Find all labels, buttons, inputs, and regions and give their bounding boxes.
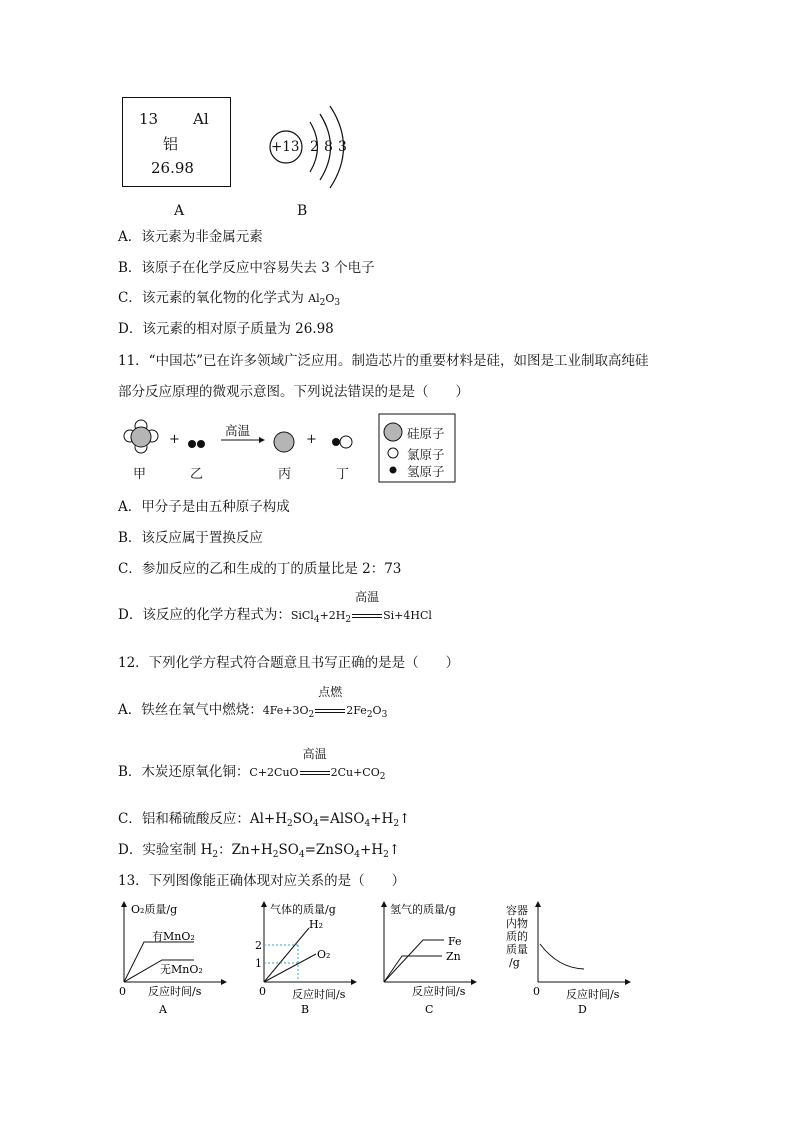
q11-option-b: B．该反应属于置换反应 bbox=[118, 530, 263, 546]
y-label-line-2: 内物 bbox=[506, 917, 528, 930]
figure-label-b: B bbox=[297, 203, 308, 219]
line-h2 bbox=[264, 928, 309, 982]
molecule-yi bbox=[188, 440, 205, 448]
x-label: 反应时间/s bbox=[412, 985, 466, 998]
q13-stem: 13．下列图像能正确体现对应关系的是（ ） bbox=[118, 873, 406, 889]
origin: 0 bbox=[259, 985, 266, 998]
q10-option-c: C．该元素的氧化物的化学式为 $Al_2O_3$ bbox=[118, 290, 341, 308]
graph-d bbox=[506, 903, 628, 1016]
plus-sign-1: + bbox=[169, 432, 180, 447]
graph-label: B bbox=[301, 1003, 310, 1016]
y-label-line-3: 质的 bbox=[506, 930, 528, 943]
line-label-2: 无MnO₂ bbox=[160, 963, 203, 976]
line-label-2: O₂ bbox=[317, 948, 331, 961]
q12-option-d: D．实验室制 $H_2$：$Zn+H_2SO_4=ZnSO_4+H_2↑$ bbox=[118, 842, 401, 860]
cl-atom bbox=[340, 436, 352, 448]
legend-si-label: 硅原子 bbox=[407, 426, 445, 441]
element-card bbox=[122, 97, 231, 187]
q10-option-a: A．该元素为非金属元素 bbox=[118, 229, 263, 245]
element-symbol: Al bbox=[193, 110, 209, 128]
legend-si-swatch bbox=[384, 423, 402, 441]
line-label-2: Zn bbox=[446, 950, 461, 963]
q11-option-c: C．参加反应的乙和生成的丁的质量比是 2：73 bbox=[118, 561, 402, 577]
si-atom bbox=[131, 427, 151, 447]
label-bing: 丙 bbox=[278, 467, 292, 482]
graph-a bbox=[119, 902, 224, 1016]
shell-electrons-2: 8 bbox=[324, 139, 333, 155]
condition-label: 高温 bbox=[302, 747, 327, 761]
line-fe bbox=[384, 940, 444, 982]
legend-h-swatch bbox=[390, 467, 397, 474]
figure-label-a: A bbox=[174, 203, 185, 219]
y-label-line-1: 容器 bbox=[506, 904, 528, 917]
q12-option-c: C．铝和稀硫酸反应：$Al+H_2SO_4=AlSO_4+H_2↑$ bbox=[118, 811, 411, 829]
q11-stem-line2: 部分反应原理的微观示意图。下列说法错误的是是（ ） bbox=[118, 384, 469, 400]
q12-option-b: B．木炭还原氧化铜：C+2CuO 高温 $2Cu+CO_2$ bbox=[118, 747, 386, 782]
shell-electrons-1: 2 bbox=[310, 139, 319, 155]
label-ding: 丁 bbox=[336, 467, 350, 482]
y-label: O₂质量/g bbox=[131, 903, 178, 916]
nucleus-charge: +13 bbox=[271, 139, 300, 155]
h-atom bbox=[188, 440, 196, 448]
atomic-mass: 26.98 bbox=[151, 159, 194, 177]
x-label: 反应时间/s bbox=[292, 988, 346, 1001]
y-label-line-5: /g bbox=[509, 956, 520, 969]
q11-stem-line1: 11．“中国芯”已在许多领域广泛应用。制造芯片的重要材料是硅，如图是工业制取高纯硅 bbox=[118, 353, 649, 369]
graph-label: C bbox=[425, 1003, 434, 1016]
legend-cl-swatch bbox=[388, 448, 398, 458]
line-zn bbox=[384, 956, 442, 982]
shell-electrons-3: 3 bbox=[338, 139, 347, 155]
origin: 0 bbox=[533, 985, 540, 998]
curve-mass bbox=[540, 944, 584, 969]
x-label: 反应时间/s bbox=[566, 988, 620, 1001]
q11-option-d: D．该反应的化学方程式为：$SiCl_4+2H_2$ 高温 Si+4HCl bbox=[118, 590, 432, 625]
line-label-1: 有MnO₂ bbox=[152, 930, 195, 943]
q12-stem: 12．下列化学方程式符合题意且书写正确的是是（ ） bbox=[118, 655, 460, 671]
molecule-bing bbox=[274, 432, 294, 452]
y-label: 气体的质量/g bbox=[270, 903, 336, 916]
q10-option-d: D．该元素的相对原子质量为 26.98 bbox=[118, 321, 334, 337]
line-o2 bbox=[264, 954, 316, 982]
plus-sign-2: + bbox=[306, 432, 317, 447]
h-atom bbox=[197, 440, 205, 448]
q10-option-b: B．该原子在化学反应中容易失去 3 个电子 bbox=[118, 260, 375, 276]
q12-option-a: A．铁丝在氧气中燃烧：$4Fe+3O_2$ 点燃 $2Fe_2O_3$ bbox=[118, 685, 388, 720]
graph-label: A bbox=[159, 1003, 167, 1016]
q13-graphs bbox=[112, 898, 642, 1023]
graph-b bbox=[255, 902, 354, 1016]
reaction-condition: 高温 bbox=[225, 423, 251, 438]
molecule-ding bbox=[332, 436, 352, 448]
arrow-head bbox=[259, 437, 265, 443]
x-label: 反应时间/s bbox=[148, 985, 202, 998]
tick-2: 2 bbox=[255, 939, 262, 952]
y-label: 氢气的质量/g bbox=[390, 903, 456, 916]
h-atom bbox=[332, 438, 340, 446]
y-label-line-4: 质量 bbox=[506, 943, 528, 956]
origin: 0 bbox=[119, 985, 126, 998]
condition-label: 点燃 bbox=[318, 685, 343, 699]
condition-label: 高温 bbox=[355, 590, 380, 604]
graph-label: D bbox=[578, 1003, 587, 1016]
molecule-jia bbox=[124, 420, 158, 453]
line-label-1: Fe bbox=[448, 935, 462, 948]
label-yi: 乙 bbox=[190, 467, 204, 482]
legend-h-label: 氢原子 bbox=[407, 464, 445, 479]
label-jia: 甲 bbox=[133, 467, 147, 482]
atomic-number: 13 bbox=[139, 110, 159, 128]
tick-1: 1 bbox=[255, 957, 262, 970]
line-label-1: H₂ bbox=[309, 918, 324, 931]
q11-option-a: A．甲分子是由五种原子构成 bbox=[118, 499, 290, 515]
element-name: 铝 bbox=[163, 135, 179, 153]
legend-cl-label: 氯原子 bbox=[407, 447, 445, 462]
graph-c bbox=[384, 902, 474, 1016]
